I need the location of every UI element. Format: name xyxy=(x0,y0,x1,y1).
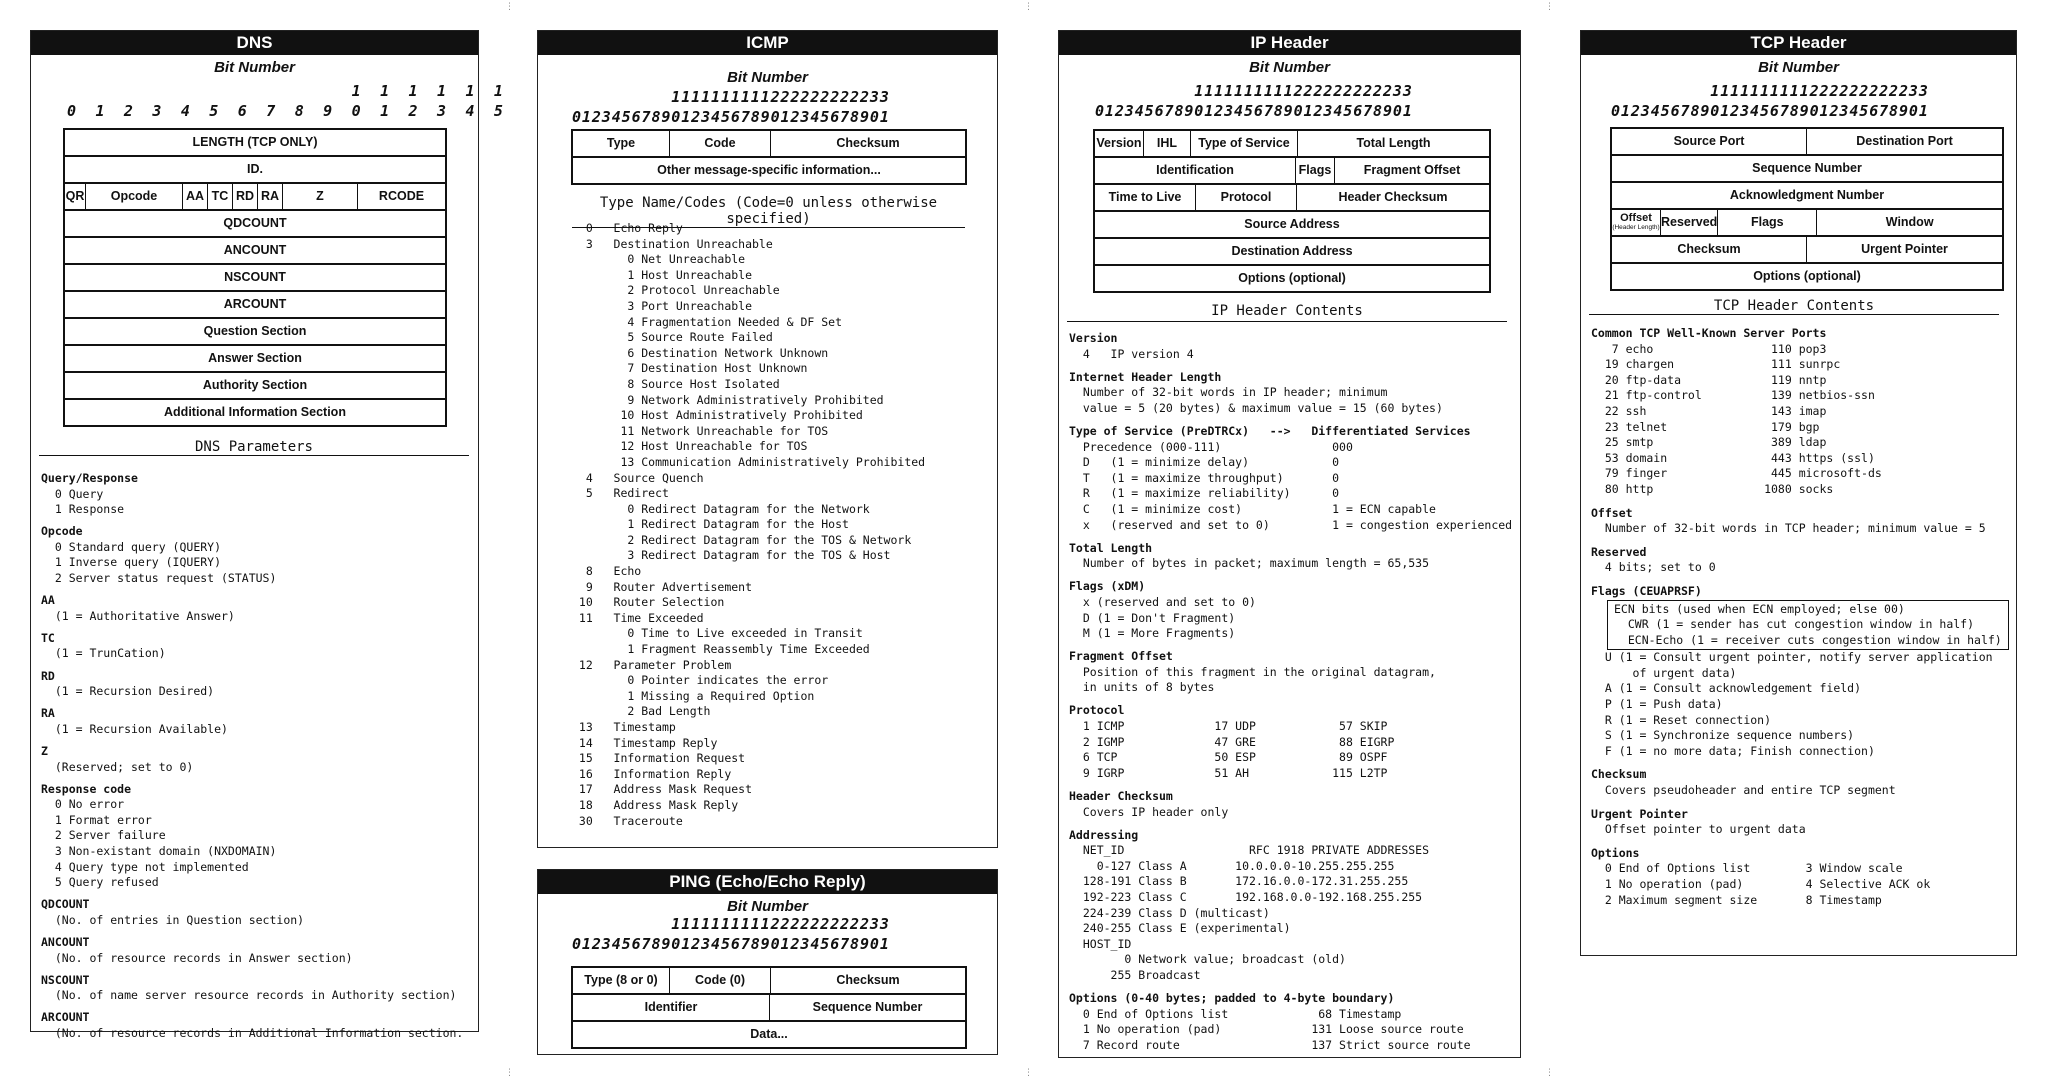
tcp-contents-title: TCP Header Contents xyxy=(1589,298,1999,315)
text-line: Offset pointer to urgent data xyxy=(1591,822,1806,837)
text-line: 19 chargen 111 sunrpc xyxy=(1591,357,1841,372)
section-heading: Internet Header Length xyxy=(1069,369,1222,384)
dns-title: DNS xyxy=(31,31,478,55)
icmp-title: ICMP xyxy=(538,31,997,55)
fold-mark: ⋮ xyxy=(505,1068,514,1078)
text-line: 2 Maximum segment size 8 Timestamp xyxy=(1591,892,1882,907)
text-line: 13 Timestamp xyxy=(572,720,676,734)
text-line: 0 Net Unreachable xyxy=(572,252,746,267)
text-line: 3 Redirect Datagram for the TOS & Host xyxy=(572,548,891,563)
section-heading: Type of Service (PreDTRCx) --> Differentiated Services xyxy=(1069,423,1471,438)
tcp-row xyxy=(1612,156,2002,183)
text-line: 4 Query type not implemented xyxy=(41,859,249,874)
text-line: 5 Source Route Failed xyxy=(572,330,773,345)
dns-row xyxy=(65,130,445,157)
section-heading: QDCOUNT xyxy=(41,897,90,912)
dns-panel xyxy=(30,30,509,1040)
section-heading: Checksum xyxy=(1591,767,1647,782)
text-line: 4 bits; set to 0 xyxy=(1591,560,1716,575)
ip-field: Source Address xyxy=(1244,216,1340,231)
ip-contents-title: IP Header Contents xyxy=(1211,303,1363,319)
text-line: 53 domain 443 https (ssl) xyxy=(1591,450,1875,465)
dns-header-grid xyxy=(63,128,447,427)
text-line: Position of this fragment in the original datagram, xyxy=(1069,664,1436,679)
icmp-row xyxy=(573,158,965,185)
tcp-field: Checksum xyxy=(1612,237,1807,262)
icmp-field: Type xyxy=(573,131,670,156)
ping-bits-units: 01234567890123456789012345678901 xyxy=(572,935,890,953)
dns-row xyxy=(65,319,445,346)
text-line: 20 ftp-data 119 nntp xyxy=(1591,372,1827,387)
text-line: 15 Information Request xyxy=(572,751,746,766)
text-line: Covers pseudoheader and entire TCP segment xyxy=(1591,783,1896,798)
dns-row xyxy=(65,157,445,184)
dns-field: Opcode xyxy=(86,184,183,209)
dns-field: LENGTH (TCP ONLY) xyxy=(192,134,318,149)
dns-row xyxy=(65,238,445,265)
text-line: 13 Communication Administratively Prohibited xyxy=(572,454,926,469)
text-line: Covers IP header only xyxy=(1069,804,1229,819)
text-line: Precedence (000-111) 000 xyxy=(1069,439,1353,454)
icmp-codes-list xyxy=(572,221,925,829)
dns-field: ARCOUNT xyxy=(223,296,287,311)
text-line: F (1 = no more data; Finish connection) xyxy=(1591,743,1875,758)
ip-bits-units: 01234567890123456789012345678901 xyxy=(1095,102,1413,120)
text-line: (No. of name server resource records in Authority section) xyxy=(41,988,457,1003)
ping-row xyxy=(573,968,965,995)
ip-contents-title-rule xyxy=(1067,303,1507,322)
ip-field: Identification xyxy=(1095,158,1296,183)
dns-row xyxy=(65,265,445,292)
tcp-row xyxy=(1612,129,2002,156)
text-line: 6 Destination Network Unknown xyxy=(572,345,829,360)
ip-header-grid xyxy=(1093,129,1491,293)
section-heading: Options (0-40 bytes; padded to 4-byte boundary) xyxy=(1069,991,1395,1006)
ping-field: Data... xyxy=(750,1026,788,1041)
fold-mark: ⋮ xyxy=(1545,2,1554,12)
text-line: 224-239 Class D (multicast) xyxy=(1069,905,1270,920)
section-heading: Fragment Offset xyxy=(1069,649,1173,664)
icmp-codes-title: Type Name/Codes (Code=0 unless otherwise specified) xyxy=(572,195,965,228)
text-line: Number of 32-bit words in IP header; minimum xyxy=(1069,385,1388,400)
tcp-field: Options (optional) xyxy=(1753,268,1861,283)
text-line: 1 Inverse query (IQUERY) xyxy=(41,555,222,570)
ping-field: Identifier xyxy=(573,995,770,1020)
text-line: 8 Source Host Isolated xyxy=(572,376,780,391)
ip-field: Flags xyxy=(1296,158,1335,183)
ip-field: Fragment Offset xyxy=(1363,162,1461,177)
text-line: 2 Bad Length xyxy=(572,704,711,719)
tcp-field: Destination Port xyxy=(1856,133,1953,148)
ping-field: Checksum xyxy=(836,972,900,987)
text-line: 7 Destination Host Unknown xyxy=(572,361,808,376)
text-line: Number of 32-bit words in TCP header; minimum value = 5 xyxy=(1591,521,1986,536)
text-line: Number of bytes in packet; maximum length = 65,535 xyxy=(1069,556,1430,571)
dns-field: Additional Information Section xyxy=(164,404,346,419)
dns-row xyxy=(65,400,445,427)
ip-panel xyxy=(1058,30,1521,1058)
tcp-title: TCP Header xyxy=(1581,31,2016,55)
section-heading: Opcode xyxy=(41,524,83,539)
dns-field: Question Section xyxy=(203,323,307,338)
text-line: 14 Timestamp Reply xyxy=(572,735,718,750)
tcp-field: Reserved xyxy=(1661,210,1718,235)
text-line: 5 Query refused xyxy=(41,875,159,890)
text-line: 0 End of Options list 3 Window scale xyxy=(1591,861,1903,876)
dns-field: RA xyxy=(258,184,283,209)
text-line: 0 Query xyxy=(41,486,104,501)
tcp-bit-number-label: Bit Number xyxy=(1758,59,1839,76)
dns-field: QDCOUNT xyxy=(223,215,287,230)
text-line: 1 Response xyxy=(41,502,125,517)
dns-field: RCODE xyxy=(378,188,425,203)
text-line: 1 Format error xyxy=(41,812,152,827)
text-line: P (1 = Push data) xyxy=(1591,697,1723,712)
dns-row xyxy=(65,184,445,211)
ip-field: IHL xyxy=(1144,131,1191,156)
section-heading: AA xyxy=(41,593,55,608)
text-line: U (1 = Consult urgent pointer, notify server application xyxy=(1591,650,1993,665)
ip-field: Version xyxy=(1095,131,1144,156)
text-line: 10 Host Administratively Prohibited xyxy=(572,408,863,423)
icmp-bits-tens: 1111111111222222222233 xyxy=(572,88,890,106)
section-heading: Offset xyxy=(1591,505,1633,520)
text-line: 12 Host Unreachable for TOS xyxy=(572,439,808,454)
ip-title: IP Header xyxy=(1059,31,1520,55)
tcp-bits-tens: 1111111111222222222233 xyxy=(1611,82,1929,100)
ping-bit-number-label: Bit Number xyxy=(727,898,808,915)
text-line: NET_ID RFC 1918 PRIVATE ADDRESSES xyxy=(1069,843,1430,858)
text-line: value = 5 (20 bytes) & maximum value = 15 (60 bytes) xyxy=(1069,400,1443,415)
text-line: 30 Traceroute xyxy=(572,813,683,828)
dns-row xyxy=(65,373,445,400)
tcp-contents-list xyxy=(1591,326,2009,908)
text-line: 0 Standard query (QUERY) xyxy=(41,539,222,554)
ip-bits-tens: 1111111111222222222233 xyxy=(1095,82,1413,100)
text-line: 2 Protocol Unreachable xyxy=(572,283,780,298)
text-line: (No. of entries in Question section) xyxy=(41,912,305,927)
text-line: 22 ssh 143 imap xyxy=(1591,403,1827,418)
text-line: 18 Address Mask Reply xyxy=(572,797,739,812)
section-heading: Flags (xDM) xyxy=(1069,579,1146,594)
dns-field: ANCOUNT xyxy=(223,242,287,257)
text-line: HOST_ID xyxy=(1069,936,1132,951)
text-line: A (1 = Consult acknowledgement field) xyxy=(1591,681,1862,696)
dns-params-title: DNS Parameters xyxy=(39,439,469,456)
dns-row xyxy=(65,211,445,238)
tcp-offset-sub-label: (Header Length) xyxy=(1612,223,1660,231)
text-line: 2 Server status request (STATUS) xyxy=(41,571,277,586)
icmp-panel xyxy=(537,30,998,848)
text-line: 128-191 Class B 172.16.0.0-172.31.255.255 xyxy=(1069,874,1409,889)
section-heading: Options xyxy=(1591,845,1640,860)
tcp-row xyxy=(1612,264,2002,291)
ip-row xyxy=(1095,131,1489,158)
section-heading: Query/Response xyxy=(41,471,138,485)
text-line: 25 smtp 389 ldap xyxy=(1591,435,1827,450)
text-line: 0 Redirect Datagram for the Network xyxy=(572,501,870,516)
dns-field: AA xyxy=(183,184,208,209)
text-line: (1 = Authoritative Answer) xyxy=(41,608,235,623)
text-line: (1 = Recursion Available) xyxy=(41,721,228,736)
tcp-field: Sequence Number xyxy=(1752,160,1862,175)
ip-field: Time to Live xyxy=(1095,185,1196,210)
text-line: 16 Information Reply xyxy=(572,766,732,781)
ping-field: Type (8 or 0) xyxy=(573,968,670,993)
text-line: 0 Echo Reply xyxy=(572,221,683,235)
text-line: S (1 = Synchronize sequence numbers) xyxy=(1591,728,1855,743)
text-line: (No. of resource records in Answer section) xyxy=(41,950,353,965)
fold-mark: ⋮ xyxy=(1024,2,1033,12)
tcp-field: Acknowledgment Number xyxy=(1729,187,1885,202)
text-line: 11 Network Unreachable for TOS xyxy=(572,423,829,438)
text-line: in units of 8 bytes xyxy=(1069,680,1215,695)
text-line: 2 IGMP 47 GRE 88 EIGRP xyxy=(1069,734,1395,749)
text-line: D (1 = Don't Fragment) xyxy=(1069,610,1236,625)
ip-contents-list xyxy=(1069,331,1512,1061)
text-line: CWR (1 = sender has cut congestion window in half) xyxy=(1614,617,1975,632)
ip-row xyxy=(1095,158,1489,185)
ip-row xyxy=(1095,212,1489,239)
text-line: 4 Fragmentation Needed & DF Set xyxy=(572,314,843,329)
section-heading: Common TCP Well-Known Server Ports xyxy=(1591,326,1827,340)
text-line: 9 Router Advertisement xyxy=(572,579,753,594)
text-line: 7 Record route 137 Strict source route xyxy=(1069,1037,1471,1052)
dns-field: NSCOUNT xyxy=(224,269,286,284)
tcp-ecn-box xyxy=(1607,600,2009,651)
text-line: 192-223 Class C 192.168.0.0-192.168.255.255 xyxy=(1069,890,1423,904)
tcp-field: Source Port xyxy=(1612,129,1807,154)
section-heading: Protocol xyxy=(1069,703,1125,718)
dns-field: ID. xyxy=(247,161,263,176)
text-line: 79 finger 445 microsoft-ds xyxy=(1591,466,1882,481)
text-line: 1 Missing a Required Option xyxy=(572,688,815,703)
text-line: 6 TCP 50 ESP 89 OSPF xyxy=(1069,750,1388,765)
section-heading: Reserved xyxy=(1591,544,1647,559)
ip-row xyxy=(1095,185,1489,212)
ip-field: Destination Address xyxy=(1231,243,1353,258)
ip-row xyxy=(1095,239,1489,266)
text-line: x (reserved and set to 0) 1 = congestion experienced xyxy=(1069,517,1513,532)
text-line: 0 Network value; broadcast (old) xyxy=(1069,952,1346,967)
dns-row xyxy=(65,346,445,373)
ping-field: Code (0) xyxy=(670,968,771,993)
text-line: 17 Address Mask Request xyxy=(572,782,753,797)
icmp-header-grid xyxy=(571,129,967,185)
tcp-row xyxy=(1612,183,2002,210)
text-line: 1 Redirect Datagram for the Host xyxy=(572,517,849,532)
text-line: D (1 = minimize delay) 0 xyxy=(1069,455,1340,470)
text-line: 9 Network Administratively Prohibited xyxy=(572,392,884,407)
text-line: 21 ftp-control 139 netbios-ssn xyxy=(1591,388,1875,403)
dns-bits-units: 0 1 2 3 4 5 6 7 8 9 0 1 2 3 4 5 xyxy=(67,102,509,120)
ip-field: Total Length xyxy=(1356,135,1431,150)
text-line: C (1 = minimize cost) 1 = ECN capable xyxy=(1069,501,1436,516)
dns-field: QR xyxy=(65,184,86,209)
text-line: (1 = TrunCation) xyxy=(41,646,166,661)
section-heading: Z xyxy=(41,743,48,758)
tcp-bits-units: 01234567890123456789012345678901 xyxy=(1611,102,1929,120)
text-line: 1 No operation (pad) 131 Loose source route xyxy=(1069,1022,1464,1037)
ping-title: PING (Echo/Echo Reply) xyxy=(538,870,997,894)
text-line: 80 http 1080 socks xyxy=(1591,481,1834,496)
text-line: 0 Time to Live exceeded in Transit xyxy=(572,626,863,641)
dns-bit-number-label: Bit Number xyxy=(214,59,295,76)
dns-field: RD xyxy=(233,184,258,209)
section-heading: ARCOUNT xyxy=(41,1010,90,1025)
text-line: 9 IGRP 51 AH 115 L2TP xyxy=(1069,765,1388,780)
icmp-field: Code xyxy=(670,131,771,156)
tcp-row xyxy=(1612,237,2002,264)
ping-bits-tens: 1111111111222222222233 xyxy=(572,915,890,933)
dns-field: TC xyxy=(208,184,233,209)
text-line: 0 End of Options list 68 Timestamp xyxy=(1069,1006,1402,1021)
icmp-row xyxy=(573,131,965,158)
fold-mark: ⋮ xyxy=(1545,1068,1554,1078)
text-line: 2 Redirect Datagram for the TOS & Network xyxy=(572,532,912,547)
text-line: 255 Broadcast xyxy=(1069,967,1201,982)
fold-mark: ⋮ xyxy=(1024,1068,1033,1078)
dns-row xyxy=(65,292,445,319)
text-line: 0 No error xyxy=(41,797,125,812)
section-heading: Flags (CEUAPRSF) xyxy=(1591,583,1702,598)
section-heading: Response code xyxy=(41,781,132,796)
text-line: 240-255 Class E (experimental) xyxy=(1069,921,1291,936)
section-heading: RD xyxy=(41,668,55,683)
text-line: ECN bits (used when ECN employed; else 00) xyxy=(1614,601,1905,616)
text-line: 1 Fragment Reassembly Time Exceeded xyxy=(572,642,870,657)
text-line: 4 IP version 4 xyxy=(1069,346,1194,361)
section-heading: Addressing xyxy=(1069,827,1139,842)
text-line: 1 No operation (pad) 4 Selective ACK ok xyxy=(1591,877,1931,891)
text-line: (No. of resource records in Additional Information section. xyxy=(41,1025,464,1040)
fold-mark: ⋮ xyxy=(505,2,514,12)
ip-field: Options (optional) xyxy=(1238,270,1346,285)
text-line: (1 = Recursion Desired) xyxy=(41,684,215,699)
section-heading: Total Length xyxy=(1069,540,1153,555)
ping-row xyxy=(573,1022,965,1049)
text-line: 8 Echo xyxy=(572,564,642,579)
text-line: T (1 = maximize throughput) 0 xyxy=(1069,470,1340,485)
ping-field: Sequence Number xyxy=(812,999,923,1014)
dns-field: Answer Section xyxy=(208,350,302,365)
text-line: 23 telnet 179 bgp xyxy=(1591,419,1820,434)
text-line: of urgent data) xyxy=(1591,665,1737,680)
tcp-field: Flags xyxy=(1718,210,1817,235)
ip-field: Type of Service xyxy=(1191,131,1298,156)
text-line: 3 Destination Unreachable xyxy=(572,236,773,251)
text-line: 12 Parameter Problem xyxy=(572,657,732,672)
icmp-bit-number-label: Bit Number xyxy=(727,69,808,86)
dns-field: Authority Section xyxy=(202,377,308,392)
text-line: (Reserved; set to 0) xyxy=(41,759,194,774)
ip-row xyxy=(1095,266,1489,293)
tcp-field: Window xyxy=(1885,214,1934,229)
text-line: R (1 = Reset connection) xyxy=(1591,712,1772,727)
section-heading: RA xyxy=(41,706,55,721)
text-line: M (1 = More Fragments) xyxy=(1069,626,1236,641)
tcp-panel xyxy=(1580,30,2017,956)
ping-panel xyxy=(537,869,998,1055)
text-line: 3 Non-existant domain (NXDOMAIN) xyxy=(41,843,277,858)
text-line: 4 Source Quench xyxy=(572,470,704,485)
section-heading: Header Checksum xyxy=(1069,788,1173,803)
text-line: 5 Redirect xyxy=(572,486,669,501)
dns-field: Z xyxy=(283,184,358,209)
section-heading: TC xyxy=(41,630,55,645)
ping-row xyxy=(573,995,965,1022)
text-line: R (1 = maximize reliability) 0 xyxy=(1069,486,1340,501)
text-line: 3 Port Unreachable xyxy=(572,298,753,313)
ip-field: Protocol xyxy=(1196,185,1297,210)
dns-bits-tens: 1 1 1 1 1 1 xyxy=(67,82,509,100)
text-line: 0 Pointer indicates the error xyxy=(572,673,829,688)
section-heading: NSCOUNT xyxy=(41,972,90,987)
ip-field: Header Checksum xyxy=(1338,189,1448,204)
section-heading: ANCOUNT xyxy=(41,934,90,949)
icmp-bits-units: 01234567890123456789012345678901 xyxy=(572,108,890,126)
icmp-field: Checksum xyxy=(836,135,900,150)
tcp-field: Offset (Header Length) xyxy=(1612,210,1661,235)
text-line: 11 Time Exceeded xyxy=(572,610,704,625)
tcp-field: Urgent Pointer xyxy=(1861,241,1948,256)
dns-params-list xyxy=(41,471,463,1048)
text-line: 1 Host Unreachable xyxy=(572,267,753,282)
text-line: 0-127 Class A 10.0.0.0-10.255.255.255 xyxy=(1069,858,1395,873)
section-heading: Version xyxy=(1069,331,1118,345)
text-line: 1 ICMP 17 UDP 57 SKIP xyxy=(1069,719,1388,734)
section-heading: Urgent Pointer xyxy=(1591,806,1688,821)
ping-header-grid xyxy=(571,966,967,1049)
ip-bit-number-label: Bit Number xyxy=(1249,59,1330,76)
text-line: ECN-Echo (1 = receiver cuts congestion window in half) xyxy=(1614,632,2002,647)
tcp-header-grid xyxy=(1610,127,2004,291)
tcp-row xyxy=(1612,210,2002,237)
text-line: x (reserved and set to 0) xyxy=(1069,594,1256,609)
text-line: 10 Router Selection xyxy=(572,595,725,610)
icmp-field: Other message-specific information... xyxy=(657,162,881,177)
text-line: 2 Server failure xyxy=(41,828,166,843)
text-line: 7 echo 110 pop3 xyxy=(1591,341,1827,356)
